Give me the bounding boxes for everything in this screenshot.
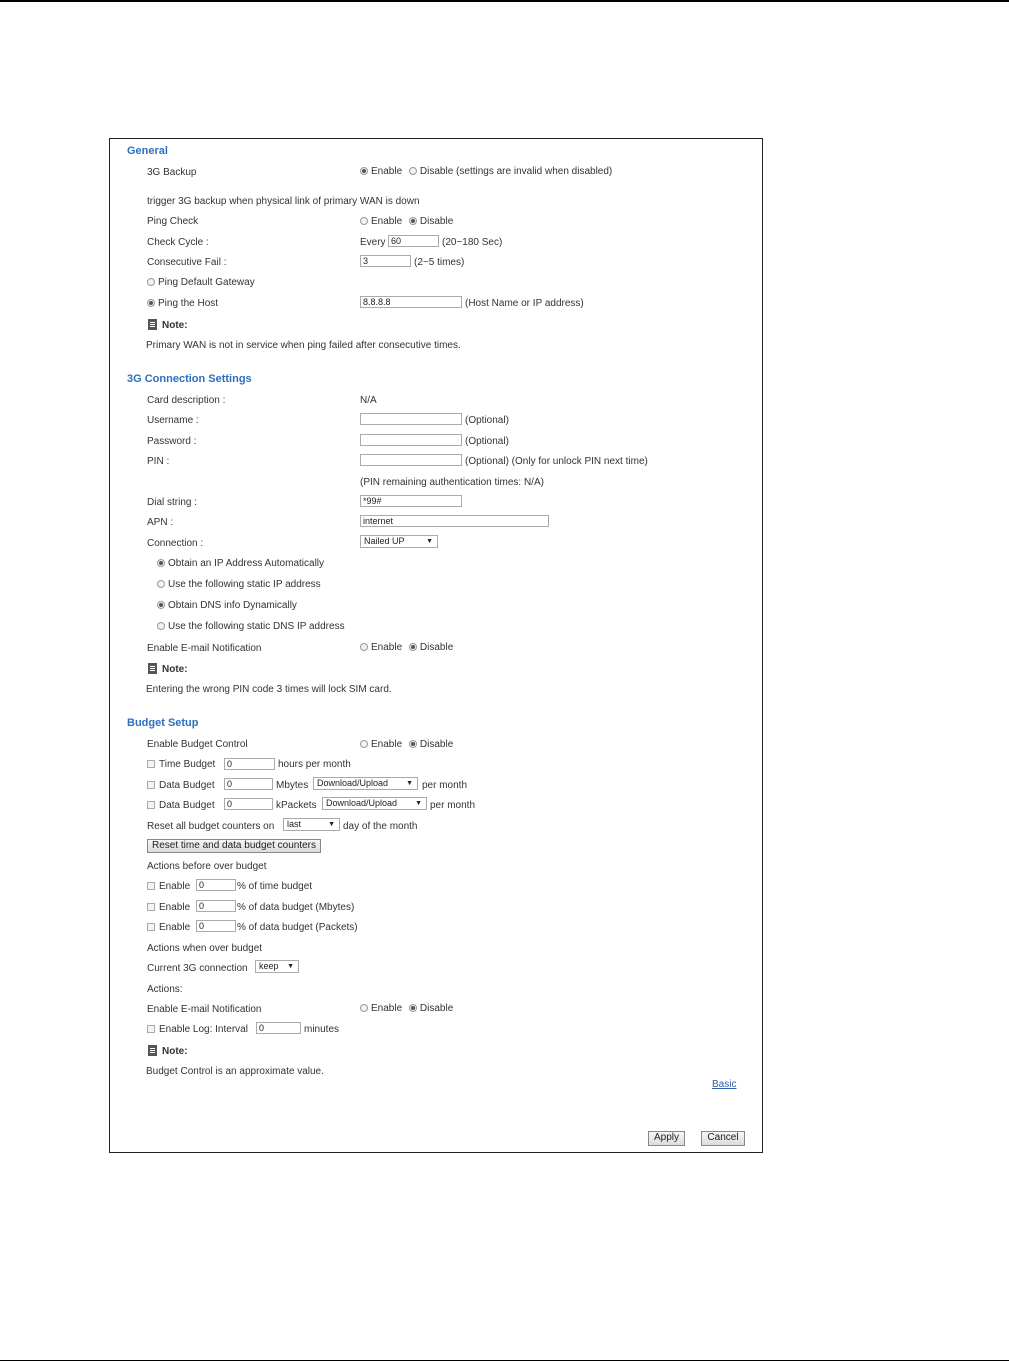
section-title-budget: Budget Setup — [127, 717, 199, 729]
static-ip-radio[interactable] — [157, 580, 165, 588]
section-title-connection: 3G Connection Settings — [127, 373, 252, 385]
bottom-rule — [0, 1360, 1009, 1361]
before-time-input[interactable]: 0 — [196, 879, 236, 891]
every-label: Every — [360, 237, 386, 248]
when-over-label: Actions when over budget — [147, 943, 263, 954]
current-conn-select[interactable] — [255, 960, 299, 973]
obtain-dns-label: Obtain DNS info Dynamically — [168, 600, 297, 611]
pin-hint: (Optional) (Only for unlock PIN next time) — [465, 456, 648, 467]
obtain-dns-option[interactable] — [157, 599, 297, 612]
connection-select-value: Nailed UP — [364, 536, 405, 546]
backup-disable-radio[interactable] — [409, 167, 417, 175]
budget-control-options — [360, 738, 453, 751]
data-budget-input[interactable]: 0 — [224, 778, 273, 790]
data-budget-row — [147, 779, 215, 792]
ping-host-hint: (Host Name or IP address) — [465, 298, 584, 309]
reset-day-value: last — [287, 819, 302, 829]
dropdown-arrow-icon: ▼ — [328, 821, 335, 828]
budget-note — [148, 1045, 188, 1058]
reset-counters-button[interactable]: Reset time and data budget counters — [147, 839, 321, 853]
budget-email-disable-label: Disable — [419, 1003, 454, 1014]
pin-remaining: (PIN remaining authentication times: N/A) — [360, 477, 544, 488]
kpackets-label: kPackets — [276, 800, 317, 811]
time-budget-row — [147, 758, 215, 771]
log-row — [147, 1023, 248, 1036]
before-data-m-checkbox[interactable] — [147, 903, 155, 911]
apn-input[interactable]: internet — [360, 515, 549, 527]
actions-label: Actions: — [147, 984, 183, 995]
ping-host-radio[interactable] — [147, 299, 155, 307]
ping-host-option[interactable] — [147, 297, 218, 310]
budget-note-text: Budget Control is an approximate value. — [146, 1066, 324, 1077]
data-budget-checkbox[interactable] — [147, 781, 155, 789]
ping-gateway-radio[interactable] — [147, 278, 155, 286]
budget-enable-radio[interactable] — [360, 740, 368, 748]
check-cycle-input[interactable]: 60 — [388, 235, 439, 247]
budget-email-options — [360, 1002, 453, 1015]
card-description-label: Card description : — [147, 395, 226, 406]
packet-budget-checkbox[interactable] — [147, 801, 155, 809]
conn-email-disable-label: Disable — [419, 642, 454, 653]
dropdown-arrow-icon: ▼ — [426, 538, 433, 545]
budget-enable-label: Enable — [371, 739, 403, 750]
settings-panel — [109, 138, 763, 1153]
before-time-checkbox[interactable] — [147, 882, 155, 890]
hours-per-month: hours per month — [278, 759, 351, 770]
apn-label: APN : — [147, 517, 174, 528]
log-interval-input[interactable]: 0 — [256, 1022, 301, 1034]
budget-email-disable-radio[interactable] — [409, 1004, 417, 1012]
data-budget-label: Data Budget — [159, 780, 215, 791]
card-description-value: N/A — [360, 395, 377, 406]
ping-host-input[interactable]: 8.8.8.8 — [360, 296, 462, 308]
pct-data-p-label: % of data budget (Packets) — [237, 922, 358, 933]
dropdown-arrow-icon: ▼ — [287, 963, 294, 970]
backup-label: 3G Backup — [147, 167, 197, 178]
basic-link[interactable]: Basic — [712, 1079, 737, 1090]
current-conn-label: Current 3G connection — [147, 963, 248, 974]
ping-check-options — [360, 215, 453, 228]
ping-enable-radio[interactable] — [360, 217, 368, 225]
consecutive-fail-hint: (2~5 times) — [414, 257, 465, 268]
ping-enable-label: Enable — [371, 216, 403, 227]
check-cycle-label: Check Cycle : — [147, 237, 209, 248]
ping-disable-label: Disable — [419, 216, 454, 227]
before-data-p-label: Enable — [159, 922, 191, 933]
pin-input[interactable] — [360, 454, 462, 466]
section-title-general: General — [127, 145, 168, 157]
ping-check-label: Ping Check — [147, 216, 199, 227]
static-ip-option[interactable] — [157, 578, 321, 591]
log-label: Enable Log: Interval — [159, 1024, 248, 1035]
dropdown-arrow-icon: ▼ — [406, 780, 413, 787]
conn-note — [148, 663, 188, 676]
pct-time-label: % of time budget — [237, 881, 313, 892]
ping-host-label: Ping the Host — [158, 298, 219, 309]
budget-email-enable-label: Enable — [371, 1003, 403, 1014]
data-mode-value: Download/Upload — [317, 778, 389, 788]
general-note-label: Note: — [162, 320, 188, 331]
conn-email-label: Enable E-mail Notification — [147, 643, 262, 654]
packet-mode-select[interactable] — [322, 797, 427, 810]
username-input[interactable] — [360, 413, 462, 425]
username-label: Username : — [147, 415, 199, 426]
before-data-p-input[interactable]: 0 — [196, 920, 236, 932]
packet-mode-value: Download/Upload — [326, 798, 398, 808]
connection-select[interactable] — [360, 535, 438, 548]
conn-email-options — [360, 641, 453, 654]
obtain-ip-label: Obtain an IP Address Automatically — [168, 558, 325, 569]
before-data-m-label: Enable — [159, 902, 191, 913]
static-dns-radio[interactable] — [157, 622, 165, 630]
dropdown-arrow-icon: ▼ — [415, 800, 422, 807]
packet-budget-row — [147, 799, 215, 812]
static-dns-option[interactable] — [157, 620, 345, 633]
packet-budget-input[interactable]: 0 — [224, 798, 273, 810]
static-ip-label: Use the following static IP address — [168, 579, 321, 590]
before-data-p-row — [147, 921, 190, 934]
before-time-row — [147, 880, 190, 893]
general-note-text: Primary WAN is not in service when ping failed after consecutive times. — [146, 340, 461, 351]
budget-disable-label: Disable — [419, 739, 454, 750]
before-data-p-checkbox[interactable] — [147, 923, 155, 931]
time-budget-input[interactable]: 0 — [224, 758, 275, 770]
note-icon — [148, 1045, 157, 1056]
consecutive-fail-input[interactable]: 3 — [360, 255, 411, 267]
before-time-label: Enable — [159, 881, 191, 892]
pct-data-m-label: % of data budget (Mbytes) — [237, 902, 355, 913]
time-budget-label: Time Budget — [159, 759, 216, 770]
consecutive-fail-label: Consecutive Fail : — [147, 257, 227, 268]
conn-note-label: Note: — [162, 664, 188, 675]
conn-email-enable-radio[interactable] — [360, 643, 368, 651]
password-label: Password : — [147, 436, 197, 447]
conn-email-disable-radio[interactable] — [409, 643, 417, 651]
static-dns-label: Use the following static DNS IP address — [168, 621, 345, 632]
ping-gateway-label: Ping Default Gateway — [158, 277, 255, 288]
reset-day-select[interactable] — [283, 818, 340, 831]
obtain-dns-radio[interactable] — [157, 601, 165, 609]
connection-label: Connection : — [147, 538, 204, 549]
budget-email-label: Enable E-mail Notification — [147, 1004, 262, 1015]
budget-email-enable-radio[interactable] — [360, 1004, 368, 1012]
pin-label: PIN : — [147, 456, 170, 467]
log-checkbox[interactable] — [147, 1025, 155, 1033]
password-hint: (Optional) — [465, 436, 509, 447]
minutes-label: minutes — [304, 1024, 340, 1035]
before-data-m-row — [147, 901, 190, 914]
note-icon — [148, 319, 157, 330]
ping-gateway-option[interactable] — [147, 276, 255, 289]
check-cycle-hint: (20~180 Sec) — [442, 237, 503, 248]
obtain-ip-radio[interactable] — [157, 559, 165, 567]
per-month-label: per month — [422, 780, 468, 791]
time-budget-checkbox[interactable] — [147, 760, 155, 768]
conn-note-text: Entering the wrong PIN code 3 times will lock SIM card. — [146, 684, 392, 695]
note-icon — [148, 663, 157, 674]
general-note — [148, 319, 188, 332]
ping-disable-radio[interactable] — [409, 217, 417, 225]
cancel-button[interactable]: Cancel — [701, 1131, 745, 1146]
before-over-label: Actions before over budget — [147, 861, 267, 872]
backup-enable-radio[interactable] — [360, 167, 368, 175]
budget-note-label: Note: — [162, 1046, 188, 1057]
backup-enable-option[interactable] — [360, 165, 612, 178]
data-mode-select[interactable] — [313, 777, 418, 790]
current-conn-value: keep — [259, 961, 279, 971]
dial-string-label: Dial string : — [147, 497, 198, 508]
reset-on-label: Reset all budget counters on — [147, 821, 275, 832]
trigger-text: trigger 3G backup when physical link of primary WAN is down — [147, 196, 420, 207]
budget-disable-radio[interactable] — [409, 740, 417, 748]
apply-button[interactable]: Apply — [648, 1131, 685, 1146]
day-of-month-label: day of the month — [343, 821, 418, 832]
top-rule — [0, 0, 1009, 2]
mbytes-label: Mbytes — [276, 780, 309, 791]
backup-enable-label: Enable — [371, 166, 403, 177]
backup-disable-label: Disable (settings are invalid when disabled) — [419, 166, 613, 177]
conn-email-enable-label: Enable — [371, 642, 403, 653]
obtain-ip-option[interactable] — [157, 557, 324, 570]
before-data-m-input[interactable]: 0 — [196, 900, 236, 912]
password-input[interactable] — [360, 434, 462, 446]
dial-string-input[interactable]: *99# — [360, 495, 462, 507]
username-hint: (Optional) — [465, 415, 509, 426]
per-month-label-2: per month — [430, 800, 476, 811]
packet-budget-label: Data Budget — [159, 800, 215, 811]
budget-control-label: Enable Budget Control — [147, 739, 248, 750]
